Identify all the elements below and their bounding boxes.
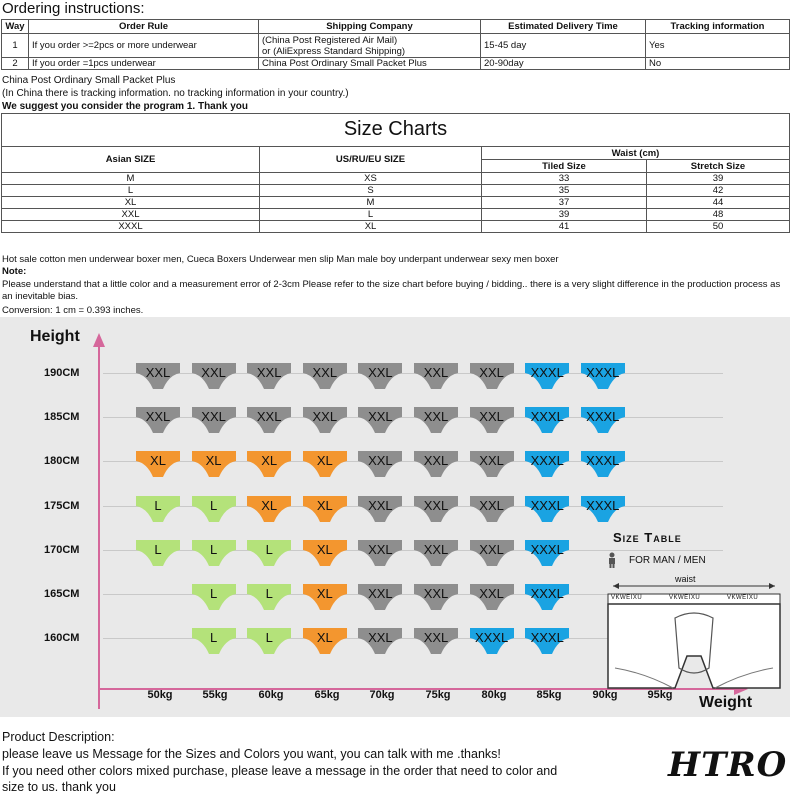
size-brief-label: XXL <box>423 630 449 646</box>
conversion-text: Conversion: 1 cm = 0.393 inches. <box>2 305 144 316</box>
size-brief-label: XXL <box>368 409 393 425</box>
size-brief-label: XL <box>316 497 333 513</box>
waistband-text: VKWEIXU <box>611 595 643 601</box>
note-label: Note: <box>2 266 27 277</box>
size-brief-xxxl <box>580 449 626 479</box>
size-brief-label: XXL <box>145 365 171 380</box>
header-shipping: Shipping Company <box>259 20 481 34</box>
height-label: 170CM <box>44 543 80 556</box>
size-cell: 44 <box>647 197 790 209</box>
size-brief-xxxl <box>580 405 626 435</box>
weight-tick: 90kg <box>592 689 618 701</box>
size-brief-xxl <box>413 538 459 568</box>
size-brief-label: L <box>154 497 162 513</box>
delivery-cell: 20-90day <box>481 58 646 70</box>
size-cell: 39 <box>647 173 790 185</box>
size-brief-xxxl <box>469 626 515 656</box>
size-brief-xxl <box>357 494 403 524</box>
way-cell: 2 <box>2 58 29 70</box>
waistband-text: VKWEIXU <box>669 595 701 601</box>
header-order-rule: Order Rule <box>29 20 259 34</box>
header-asian-size: Asian SIZE <box>2 147 260 173</box>
size-cell: L <box>2 185 260 197</box>
size-brief-xxxl <box>524 538 570 568</box>
size-cell: XL <box>2 197 260 209</box>
size-brief-xxl <box>191 361 237 391</box>
shipping-note: China Post Ordinary Small Packet Plus <box>2 75 176 86</box>
size-brief-xxxl <box>524 582 570 612</box>
size-brief-label: XXXL <box>530 365 564 380</box>
size-brief-label: XXL <box>423 541 449 557</box>
description-line: If you need other colors mixed purchase, please leave a message in the order that need to color and <box>2 764 558 778</box>
weight-tick: 75kg <box>425 689 451 701</box>
size-brief-label: XXL <box>201 409 226 425</box>
ordering-title: Ordering instructions: <box>2 0 145 17</box>
size-brief-xxxl <box>580 494 626 524</box>
size-brief-l <box>191 538 237 568</box>
size-brief-label: XXL <box>423 586 449 601</box>
size-brief-xxl <box>246 405 292 435</box>
size-brief-label: XL <box>316 630 333 646</box>
rule-cell: If you order =1pcs underwear <box>29 58 259 70</box>
header-way: Way <box>2 20 29 34</box>
size-brief-label: L <box>209 586 218 601</box>
size-table-illustration <box>605 526 785 696</box>
size-brief-label: XXL <box>368 365 393 380</box>
height-label: 160CM <box>44 632 80 645</box>
size-brief-label: XXXL <box>586 497 620 513</box>
size-brief-label: XXL <box>312 365 338 380</box>
size-brief-xxl <box>135 361 181 391</box>
header-waist: Waist (cm) <box>482 147 790 160</box>
size-brief-xxl <box>413 405 459 435</box>
size-brief-label: XXL <box>256 409 282 425</box>
size-brief-label: XXL <box>479 409 504 425</box>
size-brief-label: L <box>209 630 218 646</box>
tracking-cell: No <box>646 58 790 70</box>
size-brief-label: XL <box>316 541 333 557</box>
size-brief-label: XXL <box>423 497 449 513</box>
size-brief-xxl <box>357 405 403 435</box>
size-cell: 35 <box>482 185 647 197</box>
size-brief-xl <box>302 626 348 656</box>
y-axis-title: Height <box>30 328 80 345</box>
note-text: Please understand that a little color and a measurement error of 2-3cm Please refer to the size chart before buying / bidding.. there is a very slight difference in the production process as an inevitable bias. <box>2 279 781 302</box>
size-brief-xxl <box>413 494 459 524</box>
size-brief-label: XXXL <box>474 630 509 646</box>
ordering-table <box>1 19 790 70</box>
shipping-cell: China Post Ordinary Small Packet Plus <box>259 58 481 70</box>
size-brief-label: L <box>265 630 273 646</box>
size-brief-label: XL <box>261 453 278 469</box>
size-brief-l <box>246 538 292 568</box>
size-brief-xxl <box>469 494 515 524</box>
x-axis-title: Weight <box>699 694 753 711</box>
size-brief-xl <box>135 449 181 479</box>
height-label: 185CM <box>44 411 80 424</box>
size-brief-xxxl <box>524 361 570 391</box>
size-brief-xxl <box>469 405 515 435</box>
size-brief-xxl <box>135 405 181 435</box>
waistband-text: VKWEIXU <box>727 595 759 601</box>
size-brief-xxxl <box>524 494 570 524</box>
weight-tick: 55kg <box>202 689 228 701</box>
size-brief-xxxl <box>524 405 570 435</box>
rule-cell: If you order >=2pcs or more underwear <box>29 34 259 58</box>
weight-tick: 50kg <box>147 689 173 701</box>
size-brief-xl <box>302 449 348 479</box>
description-line: size to us. thank you <box>2 780 116 794</box>
tracking-note: (In China there is tracking information. no tracking information in your country.) <box>2 88 349 99</box>
weight-tick: 60kg <box>258 689 284 701</box>
size-cell: 42 <box>647 185 790 197</box>
size-brief-xl <box>246 494 292 524</box>
size-brief-label: L <box>209 497 218 513</box>
size-table-title: Size Table <box>613 530 682 545</box>
man-icon <box>607 552 617 568</box>
size-brief-label: XXXL <box>530 586 564 601</box>
size-brief-xxl <box>413 626 459 656</box>
size-cell: 37 <box>482 197 647 209</box>
size-brief-label: XXL <box>479 586 504 601</box>
waist-label: waist <box>675 574 696 584</box>
height-label: 165CM <box>44 588 80 600</box>
size-brief-l <box>191 582 237 612</box>
size-brief-label: XXL <box>368 453 393 469</box>
size-brief-label: XL <box>150 453 166 469</box>
size-brief-xxl <box>413 582 459 612</box>
size-brief-xxxl <box>580 361 626 391</box>
size-brief-label: L <box>209 541 218 557</box>
size-brief-label: XXXL <box>530 541 564 557</box>
size-brief-label: XXXL <box>530 409 564 425</box>
size-cell: XXL <box>2 209 260 221</box>
size-brief-label: XXL <box>423 453 449 469</box>
size-brief-l <box>191 494 237 524</box>
size-brief-label: XXL <box>312 409 338 425</box>
header-stretch: Stretch Size <box>647 160 790 173</box>
size-table-subtitle: FOR MAN / MEN <box>629 555 706 566</box>
size-brief-label: XXL <box>145 409 171 425</box>
header-tracking: Tracking information <box>646 20 790 34</box>
size-brief-label: XXL <box>368 630 393 646</box>
size-brief-xxl <box>357 449 403 479</box>
size-brief-xxxl <box>524 626 570 656</box>
size-brief-xxl <box>469 361 515 391</box>
size-brief-xxl <box>469 449 515 479</box>
header-us-size: US/RU/EU SIZE <box>260 147 482 173</box>
header-delivery: Estimated Delivery Time <box>481 20 646 34</box>
height-label: 180CM <box>44 455 80 468</box>
size-brief-xxxl <box>524 449 570 479</box>
brand-logo: HTRO <box>668 745 788 785</box>
size-brief-label: XXXL <box>586 365 620 380</box>
size-brief-label: XXL <box>423 365 449 380</box>
size-cell: L <box>260 209 482 221</box>
size-brief-label: XXXL <box>586 453 620 469</box>
shipping-line: (China Post Registered Air Mail) <box>262 34 398 46</box>
size-brief-label: XXL <box>368 497 393 513</box>
tracking-cell: Yes <box>646 34 790 58</box>
size-cell: 33 <box>482 173 647 185</box>
way-cell: 1 <box>2 34 29 58</box>
size-chart-table <box>1 146 790 233</box>
size-brief-xxl <box>357 361 403 391</box>
size-brief-xxl <box>357 626 403 656</box>
size-brief-label: XXL <box>479 497 504 513</box>
weight-tick: 65kg <box>314 689 340 701</box>
size-brief-xxl <box>246 361 292 391</box>
size-brief-label: L <box>154 541 162 557</box>
size-brief-label: XXL <box>479 541 504 557</box>
size-cell: M <box>260 197 482 209</box>
weight-tick: 70kg <box>369 689 395 701</box>
size-brief-label: XXXL <box>530 453 564 469</box>
size-brief-xxl <box>357 538 403 568</box>
size-cell: 41 <box>482 221 647 233</box>
shipping-cell <box>259 34 481 58</box>
size-brief-label: XL <box>261 497 278 513</box>
size-brief-label: XXXL <box>530 497 564 513</box>
size-brief-label: XL <box>316 586 333 601</box>
size-brief-l <box>135 538 181 568</box>
size-brief-l <box>135 494 181 524</box>
weight-tick: 95kg <box>647 689 673 701</box>
height-label: 175CM <box>44 499 80 512</box>
size-cell: 48 <box>647 209 790 221</box>
size-brief-l <box>246 582 292 612</box>
product-keywords: Hot sale cotton men underwear boxer men, Cueca Boxers Underwear men slip Man male boy underpant underwear sexy men boxer <box>2 254 559 265</box>
description-line: please leave us Message for the Sizes and Colors you want, you can talk with me .thanks! <box>2 747 501 761</box>
size-brief-label: XXL <box>368 586 393 601</box>
height-label: 190CM <box>44 367 80 379</box>
size-chart-title: Size Charts <box>1 113 790 146</box>
size-cell: 50 <box>647 221 790 233</box>
shipping-line: or (AliExpress Standard Shipping) <box>262 45 406 57</box>
size-brief-label: XXL <box>201 365 226 380</box>
size-brief-xl <box>246 449 292 479</box>
size-brief-xxl <box>469 538 515 568</box>
suggestion-note: We suggest you consider the program 1. Thank you <box>2 101 248 112</box>
size-brief-xxl <box>302 405 348 435</box>
header-tiled: Tiled Size <box>482 160 647 173</box>
size-brief-label: XXL <box>368 541 393 557</box>
size-brief-label: XL <box>316 453 333 469</box>
size-brief-label: XXXL <box>530 630 564 646</box>
size-brief-xl <box>302 494 348 524</box>
size-cell: M <box>2 173 260 185</box>
size-brief-label: L <box>265 586 273 601</box>
delivery-cell: 15-45 day <box>481 34 646 58</box>
size-brief-label: XXL <box>423 409 449 425</box>
size-brief-xxl <box>357 582 403 612</box>
size-brief-xxl <box>469 582 515 612</box>
size-brief-xxl <box>191 405 237 435</box>
weight-tick: 80kg <box>481 689 507 701</box>
description-title: Product Description: <box>2 730 115 744</box>
size-brief-label: XXL <box>479 453 504 469</box>
size-brief-label: L <box>265 541 273 557</box>
size-brief-xxl <box>302 361 348 391</box>
size-cell: S <box>260 185 482 197</box>
size-brief-xxl <box>413 449 459 479</box>
size-brief-xl <box>302 538 348 568</box>
size-brief-label: XL <box>205 453 222 469</box>
y-axis-arrow <box>93 333 105 347</box>
size-brief-label: XXL <box>479 365 504 380</box>
size-cell: 39 <box>482 209 647 221</box>
size-brief-xxl <box>413 361 459 391</box>
size-cell: XXXL <box>2 221 260 233</box>
size-cell: XS <box>260 173 482 185</box>
size-brief-l <box>246 626 292 656</box>
size-cell: XL <box>260 221 482 233</box>
size-brief-xl <box>302 582 348 612</box>
size-brief-label: XXL <box>256 365 282 380</box>
size-brief-xl <box>191 449 237 479</box>
size-brief-l <box>191 626 237 656</box>
weight-tick: 85kg <box>536 689 562 701</box>
size-brief-label: XXXL <box>586 409 620 425</box>
